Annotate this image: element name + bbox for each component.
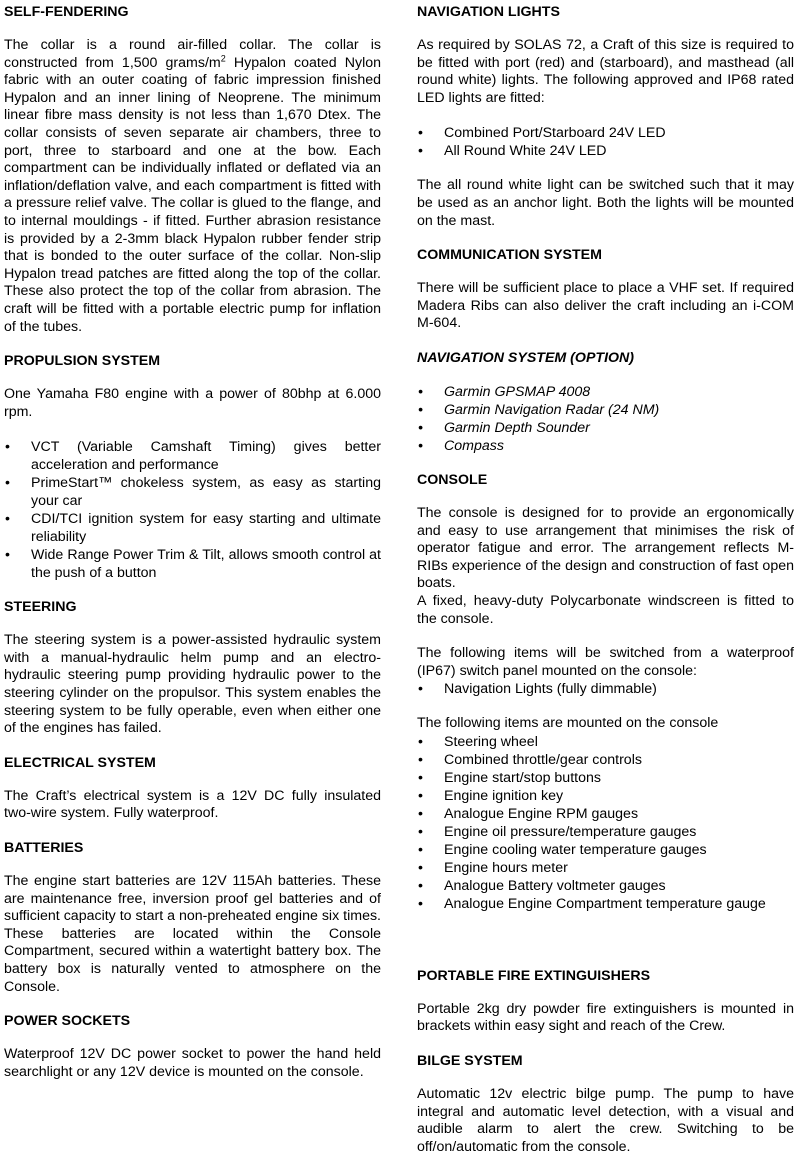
section-body: The following items are mounted on the console [417, 715, 719, 732]
section-body: A fixed, heavy-duty Polycarbonate windscreen is fitted to the console. [417, 592, 794, 627]
list-item: • Wide Range Power Trim & Tilt, allows smooth control at the push of a button [4, 546, 381, 582]
superscript: 2 [220, 52, 226, 63]
list-item: • VCT (Variable Camshaft Timing) gives better acceleration and performance [4, 438, 381, 474]
bullet-list [417, 733, 794, 913]
fire-extinguishers-section [417, 968, 794, 1036]
section-body: The Craft’s electrical system is a 12V DC fully insulated two-wire system. Fully waterproof. [4, 787, 381, 822]
list-item: • PrimeStart™ chokeless system, as easy as starting your car [4, 474, 381, 510]
section-body: As required by SOLAS 72, a Craft of this size is required to be fitted with port (red) and (starboard), and masthead (all round white) lights. The following approved and IP68 rated LED lights are fitted: [417, 37, 794, 106]
list-item: • Steering wheel [417, 733, 794, 751]
bullet-list [417, 124, 794, 160]
section-heading: SELF-FENDERING [4, 4, 129, 20]
section-body: The console is designed for to provide an ergonomically and easy to use arrangement that minimises the risk of operator fatigue and error. The arrangement reflects M-RIBs experience of the design and construction of fast open boats. [417, 504, 794, 592]
list-item: • Garmin Navigation Radar (24 NM) [417, 401, 794, 419]
section-body: Portable 2kg dry powder fire extinguishers is mounted in brackets within easy sight and reach of the Crew. [417, 1000, 794, 1035]
section-body [4, 37, 381, 336]
section-body: Waterproof 12V DC power socket to power the hand held searchlight or any 12V device is mounted on the console. [4, 1046, 381, 1080]
section-heading: COMMUNICATION SYSTEM [417, 247, 602, 264]
list-item: • Engine oil pressure/temperature gauges [417, 823, 794, 841]
steering-section [4, 599, 381, 738]
section-heading: BILGE SYSTEM [417, 1053, 523, 1070]
list-item: • Engine ignition key [417, 787, 794, 805]
body-text: Hypalon coated Nylon fabric with an outer coating of fabric impression finished Hypalon and an inner lining of Neoprene. The minimum linear fibre mass density is not less than 1,670 Dtex. The collar consists of seven separate air chambers, three to port, three to starboard and one at the bow. Each compartment can be individually inflated or deflated via an inflation/deflation valve, and each compartment is fitted with a pressure relief valve. The collar is glued to the flange, and to internal mouldings - if fitted. Further abrasion resistance is provided by a 2-3mm black Hypalon rubber fender strip that is bonded to the outer surface of the collar. Non-slip Hypalon tread patches are fitted along the top of the collar. These also protect the top of the collar from abrasion. The craft will be fitted with a portable electric pump for inflation of the tubes. [4, 54, 381, 335]
list-item: • CDI/TCI ignition system for easy starting and ultimate reliability [4, 510, 381, 546]
list-item: • Engine cooling water temperature gauges [417, 841, 794, 859]
electrical-section [4, 755, 381, 823]
body-text: The collar is a round air-filled collar. The collar is constructed from 1,500 grams/m [4, 37, 381, 71]
list-item: • All Round White 24V LED [417, 142, 794, 160]
power-sockets-section [4, 1013, 381, 1081]
left-column [4, 0, 381, 1098]
list-item: • Garmin GPSMAP 4008 [417, 383, 794, 401]
section-heading: PROPULSION SYSTEM [4, 353, 161, 370]
list-item: • Garmin Depth Sounder [417, 419, 794, 437]
section-body: One Yamaha F80 engine with a power of 80bhp at 6.000 rpm. [4, 386, 381, 420]
list-item: • Engine hours meter [417, 859, 794, 877]
spacer [417, 930, 794, 964]
section-body: The following items will be switched from a waterproof (IP67) switch panel mounted on the console: [417, 645, 794, 679]
section-body: The steering system is a power-assisted hydraulic system with a manual-hydraulic helm pump and an electro-hydraulic steering pump providing hydraulic power to the steering cylinder on the propulsor. This system enables the steering system to be fully operable, even when either one of the engines has failed. [4, 632, 381, 737]
section-heading: STEERING [4, 599, 77, 616]
section-heading: CONSOLE [417, 471, 488, 488]
bilge-section [417, 1053, 794, 1156]
list-item: • Combined throttle/gear controls [417, 751, 794, 769]
section-heading: PORTABLE FIRE EXTINGUISHERS [417, 967, 651, 984]
list-item: • Navigation Lights (fully dimmable) [417, 680, 794, 698]
list-item: • Engine start/stop buttons [417, 769, 794, 787]
list-item: • Compass [417, 437, 794, 455]
section-body: There will be sufficient place to place a VHF set. If required Madera Ribs can also deliver the craft including an i-COM M-604. [417, 280, 794, 332]
section-body: Automatic 12v electric bilge pump. The pump to have integral and automatic level detection, with a visual and audible alarm to alert the crew. Switching to be off/on/automatic from the console. [417, 1086, 794, 1155]
list-item: • Analogue Engine RPM gauges [417, 805, 794, 823]
section-heading: POWER SOCKETS [4, 1013, 131, 1030]
bullet-list [417, 383, 794, 455]
navigation-system-section [417, 350, 794, 455]
section-body: The engine start batteries are 12V 115Ah batteries. These are maintenance free, inversion proof gel batteries and of sufficient capacity to start a non-preheated engine six times. These batteries are located within the Console Compartment, secured within a watertight battery box. The battery box is naturally vented to atmosphere on the Console. [4, 873, 381, 995]
console-section [417, 472, 794, 964]
bullet-list [417, 680, 794, 698]
section-heading: BATTERIES [4, 840, 84, 857]
list-item: • Combined Port/Starboard 24V LED [417, 124, 794, 142]
list-item: • Analogue Battery voltmeter gauges [417, 877, 794, 895]
batteries-section [4, 840, 381, 996]
list-item: • Analogue Engine Compartment temperature gauge [417, 895, 794, 913]
section-body: The all round white light can be switched such that it may be used as an anchor light. Both the lights will be mounted on the mast. [417, 177, 794, 229]
self-fendering-section [4, 4, 381, 336]
right-column [417, 0, 794, 1173]
propulsion-section [4, 353, 381, 582]
section-heading: ELECTRICAL SYSTEM [4, 754, 156, 771]
section-heading: NAVIGATION SYSTEM (OPTION) [417, 349, 635, 366]
communication-section [417, 247, 794, 333]
bullet-list [4, 438, 381, 582]
section-heading: NAVIGATION LIGHTS [417, 4, 560, 20]
navigation-lights-section [417, 4, 794, 230]
